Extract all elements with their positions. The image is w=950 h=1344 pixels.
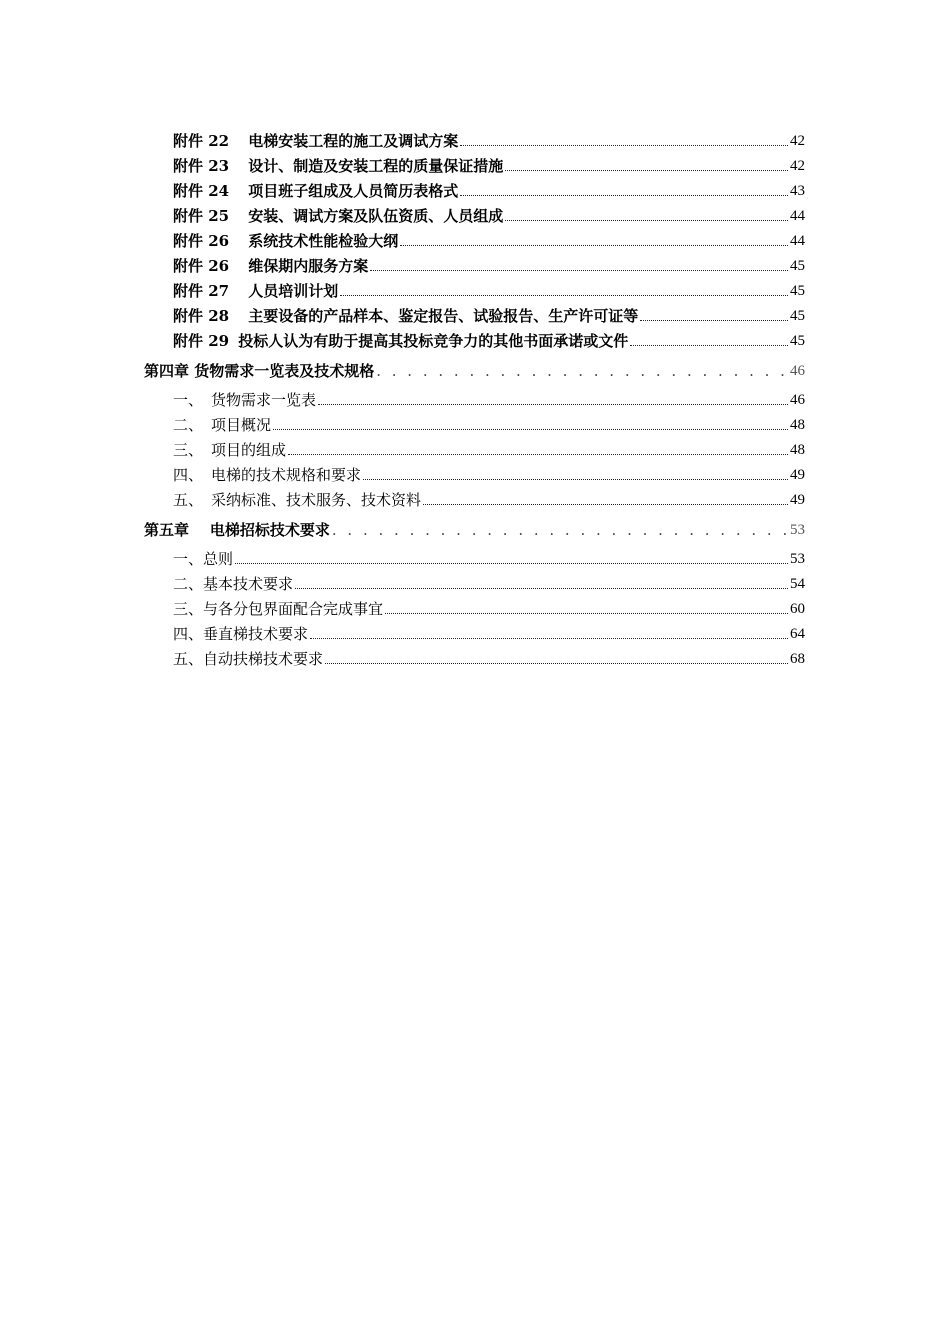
toc-chapter-4[interactable]: [0, 351, 950, 381]
toc-entry-attachment-28[interactable]: [0, 301, 950, 326]
toc-entry-title: 项目概况: [211, 416, 272, 434]
toc-entry-page: 45: [790, 258, 805, 274]
toc-entry-number: 附件 24: [173, 182, 230, 200]
toc-entry-number: 一、: [173, 391, 204, 409]
dot-leader: [640, 319, 788, 321]
toc-entry-number: 附件 22: [173, 132, 230, 150]
toc-entry-attachment-26a[interactable]: [0, 226, 950, 251]
toc-chapter-page: 46: [790, 363, 805, 379]
toc-entry-title: 二、基本技术要求: [173, 575, 294, 593]
toc-entry-title: 项目的组成: [211, 441, 287, 459]
toc-entry-title: 维保期内服务方案: [248, 257, 369, 275]
dot-leader: [400, 244, 788, 246]
toc-entry-page: 48: [790, 442, 805, 458]
toc-entry-title: 采纳标准、技术服务、技术资料: [211, 491, 422, 509]
dot-leader: [235, 562, 788, 564]
dot-leader: [505, 169, 788, 171]
toc-entry-page: 64: [790, 626, 805, 642]
dot-leader: [370, 269, 788, 271]
toc-entry-number: 附件 27: [173, 282, 230, 300]
toc-entry-title: 人员培训计划: [248, 282, 339, 300]
toc-entry-ch4-3[interactable]: [0, 435, 950, 460]
toc-entry-page: 49: [790, 467, 805, 483]
toc-entry-title: 货物需求一览表: [211, 391, 317, 409]
toc-entry-attachment-23[interactable]: [0, 151, 950, 176]
dot-leader: [460, 144, 788, 146]
toc-entry-attachment-27[interactable]: [0, 276, 950, 301]
toc-entry-page: 44: [790, 208, 805, 224]
toc-entry-number: 附件 28: [173, 307, 230, 325]
toc-entry-ch4-2[interactable]: [0, 410, 950, 435]
dot-leader: [385, 612, 788, 614]
toc-entry-title: 系统技术性能检验大纲: [248, 232, 399, 250]
dot-leader: [630, 344, 788, 346]
toc-entry-ch5-1[interactable]: [0, 544, 950, 569]
toc-entry-ch5-2[interactable]: [0, 569, 950, 594]
toc-entry-ch5-3[interactable]: [0, 594, 950, 619]
toc-entry-title: 主要设备的产品样本、鉴定报告、试验报告、生产许可证等: [248, 307, 639, 325]
toc-entry-attachment-29[interactable]: [0, 326, 950, 351]
toc-entry-page: 49: [790, 492, 805, 508]
dot-leader: [273, 428, 788, 430]
dot-leader: [295, 587, 788, 589]
toc-chapter-title: 第四章 货物需求一览表及技术规格: [144, 362, 375, 380]
toc-entry-title: 一、总则: [173, 550, 234, 568]
toc-entry-ch4-1[interactable]: [0, 385, 950, 410]
toc-entry-number: 附件 23: [173, 157, 230, 175]
toc-entry-title: 安装、调试方案及队伍资质、人员组成: [248, 207, 504, 225]
toc-entry-attachment-25[interactable]: [0, 201, 950, 226]
toc-entry-title: 电梯安装工程的施工及调试方案: [248, 132, 459, 150]
toc-entry-title: 电梯的技术规格和要求: [211, 466, 362, 484]
toc-entry-page: 42: [790, 133, 805, 149]
toc-entry-page: 48: [790, 417, 805, 433]
toc-entry-title: 设计、制造及安装工程的质量保证措施: [248, 157, 504, 175]
dot-leader: [460, 194, 788, 196]
dot-leader: [423, 503, 788, 505]
toc-entry-number: 附件 29: [173, 332, 230, 350]
toc-entry-page: 54: [790, 576, 805, 592]
toc-entry-number: 四、: [173, 466, 204, 484]
toc-entry-ch5-4[interactable]: [0, 619, 950, 644]
toc-entry-page: 45: [790, 333, 805, 349]
toc-entry-attachment-22[interactable]: [0, 126, 950, 151]
toc-entry-title: 投标人认为有助于提高其投标竞争力的其他书面承诺或文件: [238, 332, 629, 350]
toc-entry-attachment-26b[interactable]: [0, 251, 950, 276]
toc-entry-page: 68: [790, 651, 805, 667]
toc-chapter-5[interactable]: [0, 510, 950, 540]
toc-entry-title: 五、自动扶梯技术要求: [173, 650, 324, 668]
toc-entry-number: 附件 25: [173, 207, 230, 225]
toc-entry-page: 46: [790, 392, 805, 408]
toc-entry-ch5-5[interactable]: [0, 644, 950, 669]
toc-entry-page: 60: [790, 601, 805, 617]
dot-leader: [318, 403, 788, 405]
toc-chapter-title: 第五章 电梯招标技术要求: [144, 521, 330, 539]
toc-chapter-page: 53: [790, 522, 805, 538]
toc-entry-page: 45: [790, 308, 805, 324]
toc-entry-page: 53: [790, 551, 805, 567]
dot-leader: [363, 478, 788, 480]
toc-entry-number: 附件 26: [173, 257, 230, 275]
dot-leader: [288, 453, 788, 455]
toc-entry-title: 四、垂直梯技术要求: [173, 625, 309, 643]
toc-entry-page: 45: [790, 283, 805, 299]
dot-leader: [376, 361, 787, 381]
toc-entry-number: 五、: [173, 491, 204, 509]
dot-leader: [332, 520, 787, 540]
toc-entry-page: 43: [790, 183, 805, 199]
toc-entry-title: 项目班子组成及人员简历表格式: [248, 182, 459, 200]
toc-entry-ch4-4[interactable]: [0, 460, 950, 485]
dot-leader: [505, 219, 788, 221]
toc-entry-number: 三、: [173, 441, 204, 459]
toc-entry-number: 附件 26: [173, 232, 230, 250]
dot-leader: [340, 294, 788, 296]
toc-entry-page: 44: [790, 233, 805, 249]
table-of-contents: [0, 126, 950, 669]
dot-leader: [325, 662, 788, 664]
dot-leader: [310, 637, 788, 639]
toc-entry-attachment-24[interactable]: [0, 176, 950, 201]
toc-entry-title: 三、与各分包界面配合完成事宜: [173, 600, 384, 618]
toc-entry-number: 二、: [173, 416, 204, 434]
toc-entry-page: 42: [790, 158, 805, 174]
toc-entry-ch4-5[interactable]: [0, 485, 950, 510]
